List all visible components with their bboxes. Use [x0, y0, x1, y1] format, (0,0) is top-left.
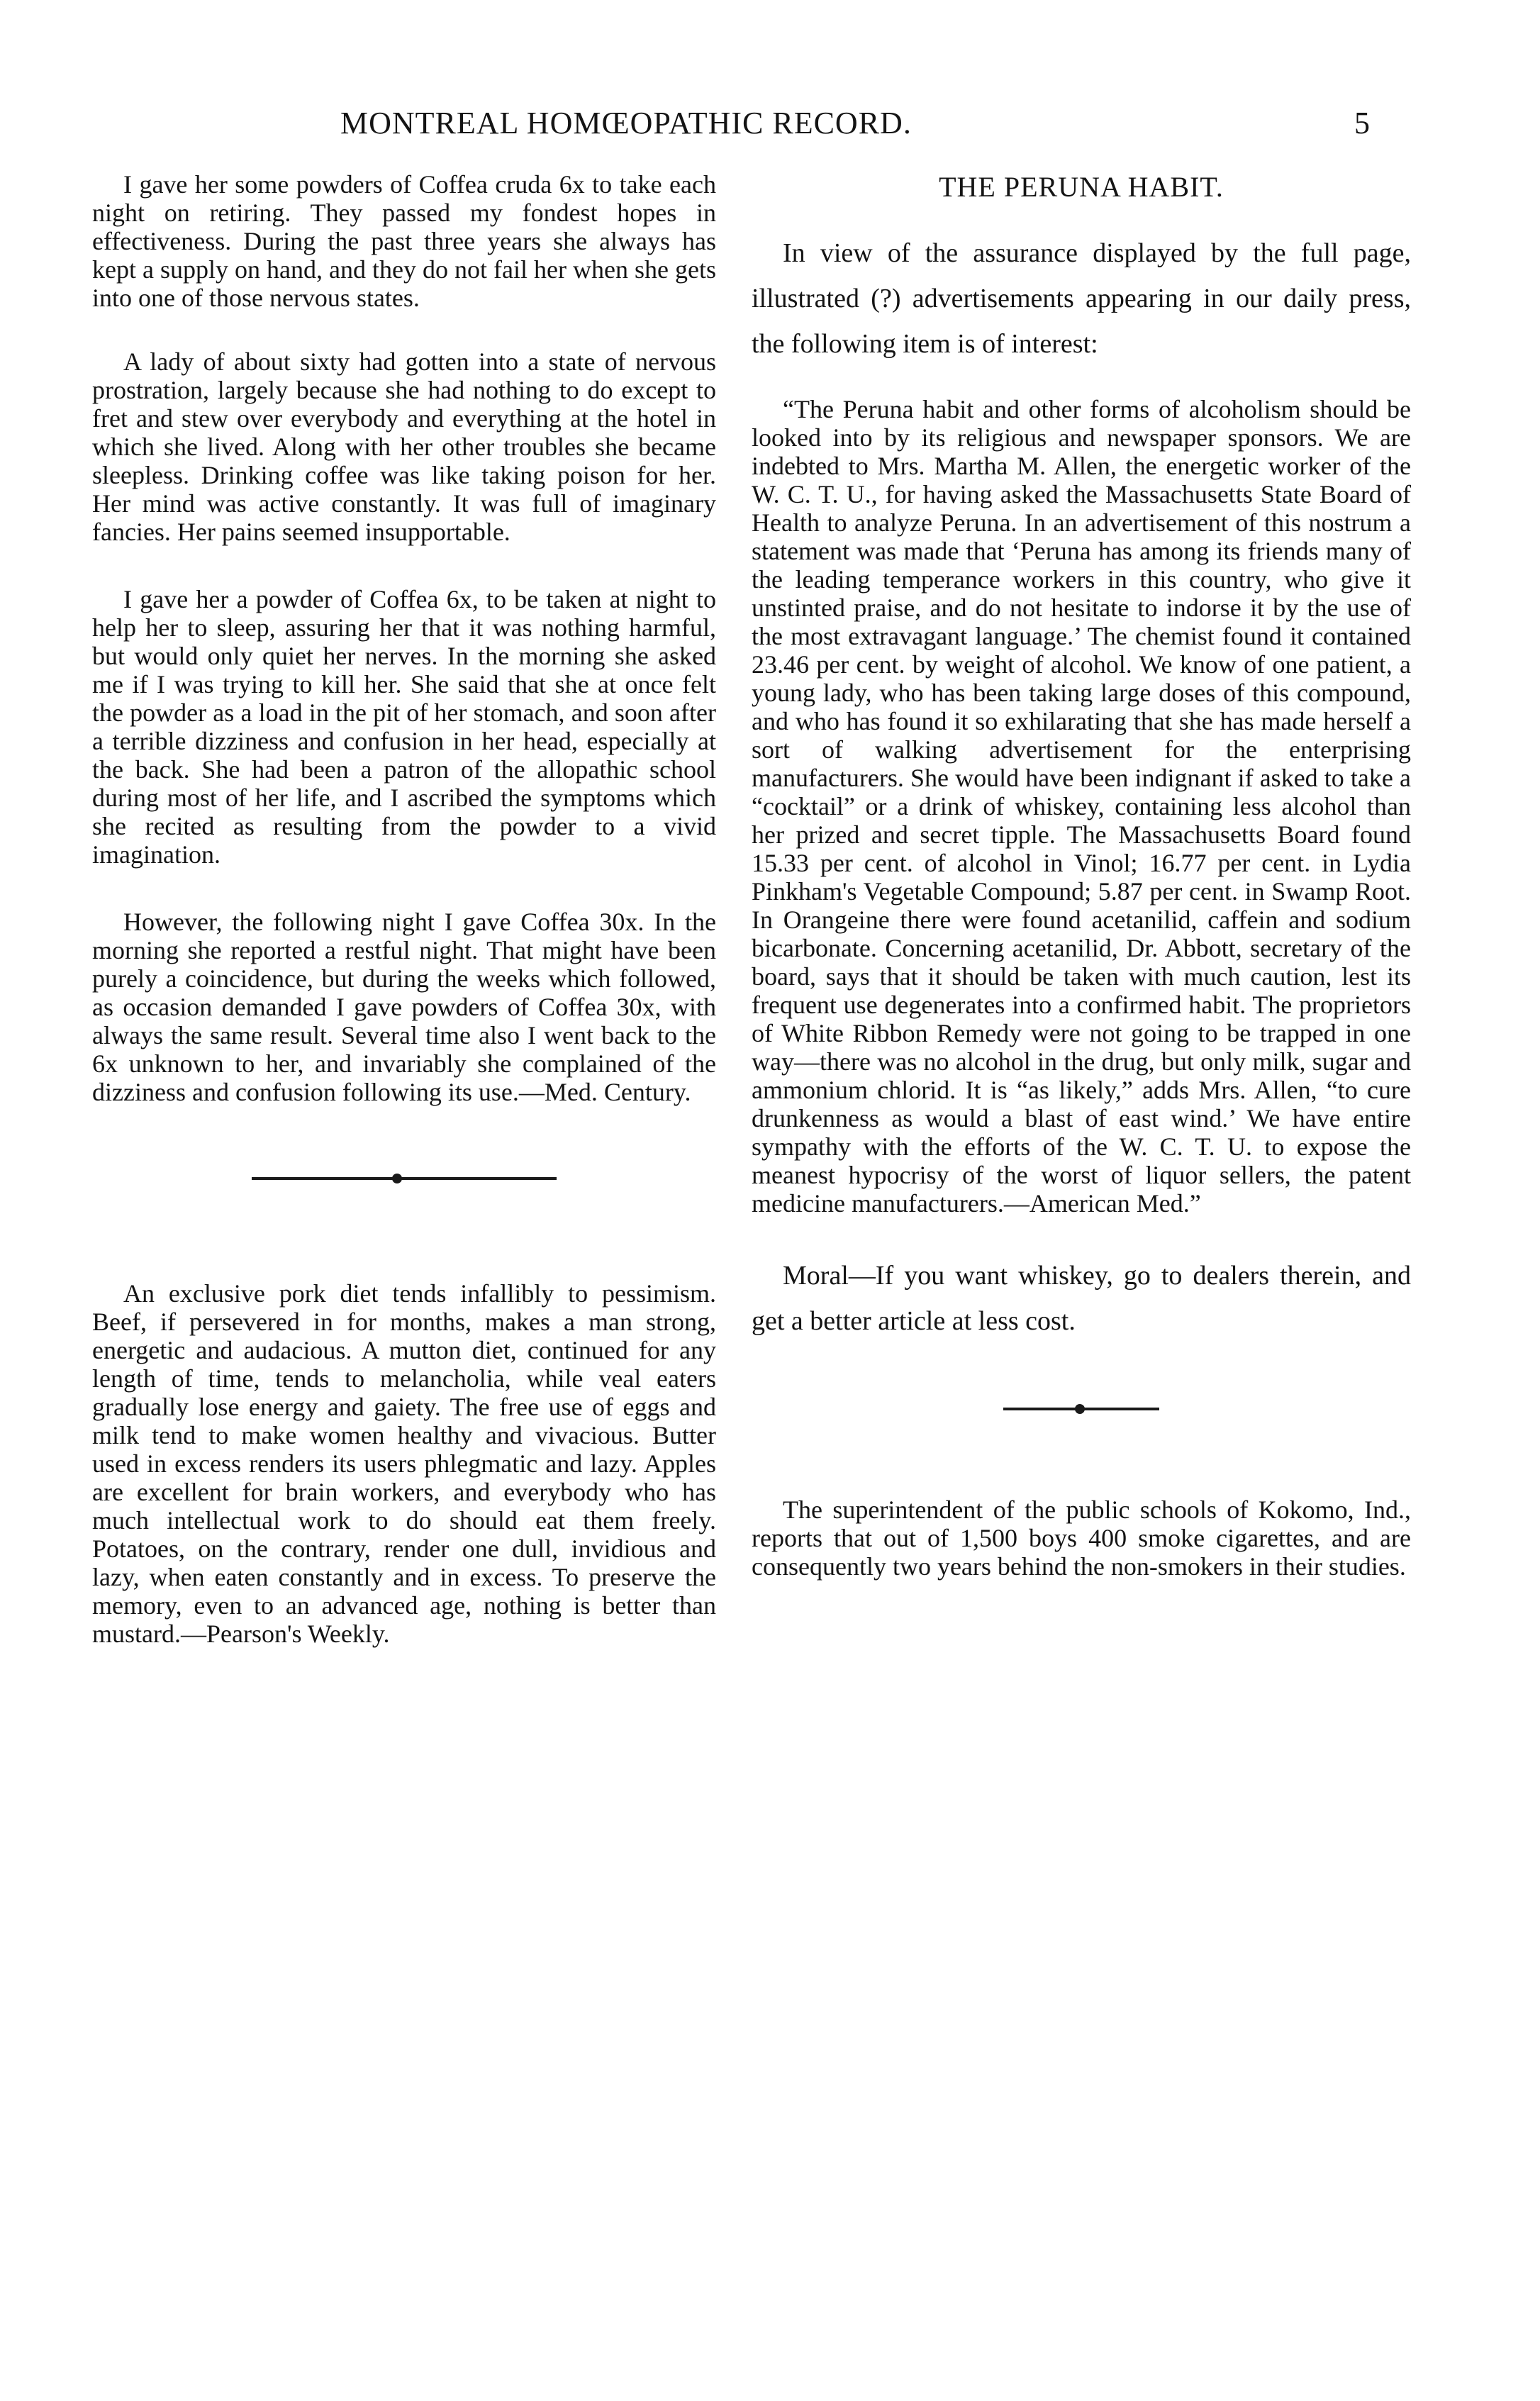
peruna-quote-paragraph: “The Peruna habit and other forms of alcoholism should be looked into by its religious and newspaper sponsors. We are indebted to Mrs. Martha M. Allen, the energetic worker of the W. C. T. U., for having asked the Massachusetts State Board of Health to analyze Peruna. In an advertisement of this nostrum a statement was made that ‘Peruna has among its friends many of the leading temperance workers in this country, who give it unstinted praise, and do not hesitate to indorse it by the use of the most extravagant language.’ The chemist found it contained 23.46 per cent. by weight of alcohol. We know of one patient, a young lady, who has been taking large doses of this compound, and who has found it so exhilarating that she has made herself a sort of walking advertisement for the enterprising manufacturers. She would have been indignant if asked to take a “cocktail” or a drink of whiskey, containing less alcohol than her prized and secret tipple. The Massachusetts Board found 15.33 per cent. of alcohol in Vinol; 16.77 per cent. in Lydia Pinkham's Vegetable Compound; 5.87 per cent. in Swamp Root. In Orangeine there were found acetanilid, caffein and sodium bicarbonate. Concerning acetanilid, Dr. Abbott, secretary of the board, says that it should be taken with much caution, lest its frequent use degenerates into a confirmed habit. The proprietors of White Ribbon Remedy were not going to be trapped in one way—there was no alcohol in the drug, but only milk, sugar and ammonium chlorid. It is “as likely,” adds Mrs. Allen, “to cure drunkenness as would a blast of east wind.’ We have entire sympathy with the efforts of the W. C. T. U. to expose the meanest hypocrisy of the worst of liquor sellers, the patent medicine manufacturers.—American Med.”	[752, 395, 1411, 1218]
coffea-6x-paragraph: I gave her a powder of Coffea 6x, to be taken at night to help her to sleep, assuring her that it was nothing harmful, but would only quiet her nerves. In the morning she asked me if I was trying to kill her. She said that she at once felt the powder as a load in the pit of her stomach, and soon after a terrible dizziness and confusion in her head, especially at the back. She had been a patron of the allopathic school during most of her life, and I ascribed the symptoms which she recited as resulting from the powder to a vivid imagination.	[92, 585, 716, 869]
running-head: MONTREAL HOMŒOPATHIC RECORD.	[340, 106, 912, 140]
lady-sixty-paragraph: A lady of about sixty had gotten into a state of nervous prostration, largely because she had nothing to do except to fret and stew over everybody and everything at the hotel in which she lived. Along with her other troubles she became sleepless. Drinking coffee was like taking poison for her. Her mind was active constantly. It was full of imaginary fancies. Her pains seemed insupportable.	[92, 347, 716, 546]
moral-paragraph: Moral—If you want whiskey, go to dealers therein, and get a better article at less cost.	[752, 1261, 1411, 1336]
peruna-intro-paragraph: In view of the assurance displayed by the full page, illustrated (?) advertisements appearing in our daily press, the following item is of interest:	[752, 238, 1411, 359]
diet-paragraph: An exclusive pork diet tends infallibly to pessimism. Beef, if persevered in for months, makes a man strong, energetic and audacious. A mutton diet, continued for any length of time, tends to melancholia, while veal eaters gradually lose energy and gaiety. The free use of eggs and milk tend to make women healthy and vivacious. Butter used in excess renders its users phlegmatic and lazy. Apples are excellent for brain workers, and everybody who has much intellectual work to do should eat them freely. Potatoes, on the contrary, render one dull, invidious and lazy, when eaten constantly and in excess. To preserve the memory, even to an advanced age, nothing is better than mustard.—Pearson's Weekly.	[92, 1279, 716, 1648]
divider-ornament	[1075, 1404, 1085, 1414]
article-heading: THE PERUNA HABIT.	[939, 171, 1224, 203]
kokomo-paragraph: The superintendent of the public schools of Kokomo, Ind., reports that out of 1,500 boys 400 smoke cigarettes, and are consequently two years behind the non-smokers in their studies.	[752, 1495, 1411, 1581]
section-divider-left	[252, 1177, 557, 1180]
section-divider-right	[1003, 1408, 1159, 1410]
coffea-30x-paragraph: However, the following night I gave Coffea 30x. In the morning she reported a restful night. That might have been purely a coincidence, but during the weeks which followed, as occasion demanded I gave powders of Coffea 30x, with always the same result. Several time also I went back to the 6x unknown to her, and invariably she complained of the dizziness and confusion following its use.—Med. Century.	[92, 908, 716, 1106]
divider-ornament	[392, 1174, 402, 1183]
left-column	[92, 170, 716, 1648]
page-number: 5	[1354, 106, 1370, 140]
right-column	[752, 170, 1411, 1581]
coffea-cruda-paragraph: I gave her some powders of Coffea cruda 6x to take each night on retiring. They passed my fondest hopes in effectiveness. During the past three years she always has kept a supply on hand, and they do not fail her when she gets into one of those nervous states.	[92, 170, 716, 312]
